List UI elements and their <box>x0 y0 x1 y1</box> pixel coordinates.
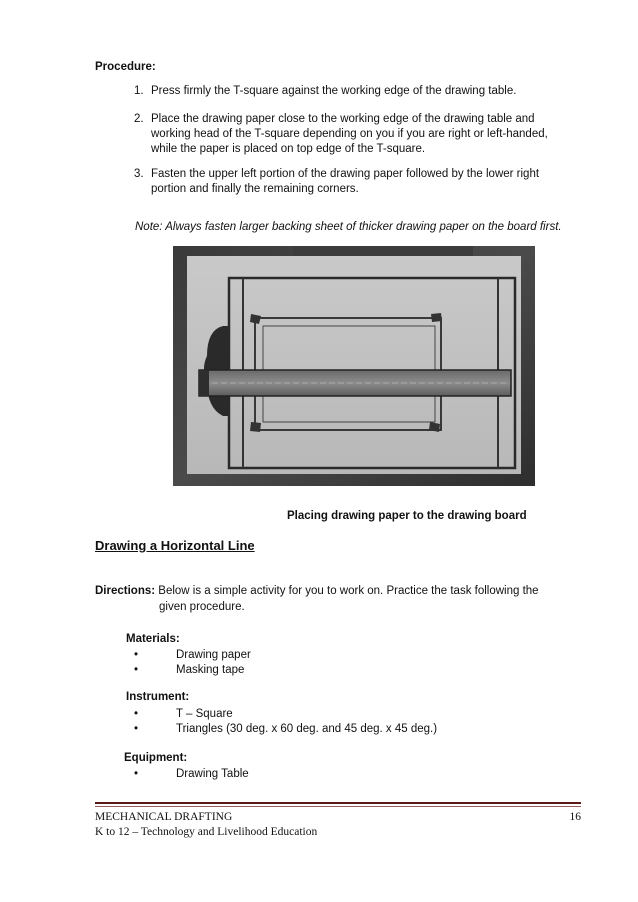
list-item-label: T – Square <box>176 708 233 720</box>
directions-text: Below is a simple activity for you to work on. Practice the task following the <box>155 585 539 597</box>
bullet-icon: • <box>134 723 139 735</box>
directions-label: Directions: <box>95 585 156 597</box>
procedure-step-2 <box>134 112 574 157</box>
footer-rule <box>95 802 581 804</box>
footer-title: MECHANICAL DRAFTING <box>95 811 233 823</box>
figure-caption: Placing drawing paper to the drawing board <box>287 510 527 522</box>
drawing-board-figure <box>173 246 535 486</box>
section-title: Drawing a Horizontal Line <box>95 538 255 553</box>
materials-heading: Materials: <box>126 633 180 645</box>
instrument-heading: Instrument: <box>126 691 190 703</box>
step-number: 3. <box>134 168 144 180</box>
step-number: 1. <box>134 85 144 97</box>
list-item-label: Drawing Table <box>176 768 249 780</box>
directions-continuation: given procedure. <box>159 601 245 613</box>
step-text-line3: while the paper is placed on top edge of the T-square. <box>151 143 426 155</box>
directions <box>95 584 539 599</box>
list-item-label: Masking tape <box>176 664 245 676</box>
drawing-board-illustration <box>173 246 535 486</box>
equipment-heading: Equipment: <box>124 752 188 764</box>
step-text-line2: working head of the T-square depending on you if you are right or left-handed, <box>151 128 548 140</box>
footer-rule-thin <box>95 806 581 807</box>
list-item-label: Triangles (30 deg. x 60 deg. and 45 deg. x 45 deg.) <box>176 723 438 735</box>
bullet-icon: • <box>134 708 139 720</box>
bullet-icon: • <box>134 768 139 780</box>
page-number: 16 <box>569 811 581 823</box>
bullet-icon: • <box>134 649 139 661</box>
list-item-label: Drawing paper <box>176 649 251 661</box>
procedure-note: Note: Always fasten larger backing sheet of thicker drawing paper on the board first. <box>135 221 562 233</box>
step-text-line1: Place the drawing paper close to the working edge of the drawing table and <box>151 113 535 125</box>
bullet-icon: • <box>134 664 139 676</box>
step-text-line1: Fasten the upper left portion of the drawing paper followed by the lower right <box>151 168 540 180</box>
step-text: Press firmly the T-square against the working edge of the drawing table. <box>151 85 517 97</box>
procedure-step-1 <box>134 84 574 99</box>
step-number: 2. <box>134 113 144 125</box>
procedure-heading: Procedure: <box>95 61 156 73</box>
step-text-line2: portion and finally the remaining corners. <box>151 183 359 195</box>
procedure-step-3 <box>134 167 574 197</box>
footer-subtitle: K to 12 – Technology and Livelihood Education <box>95 826 318 838</box>
